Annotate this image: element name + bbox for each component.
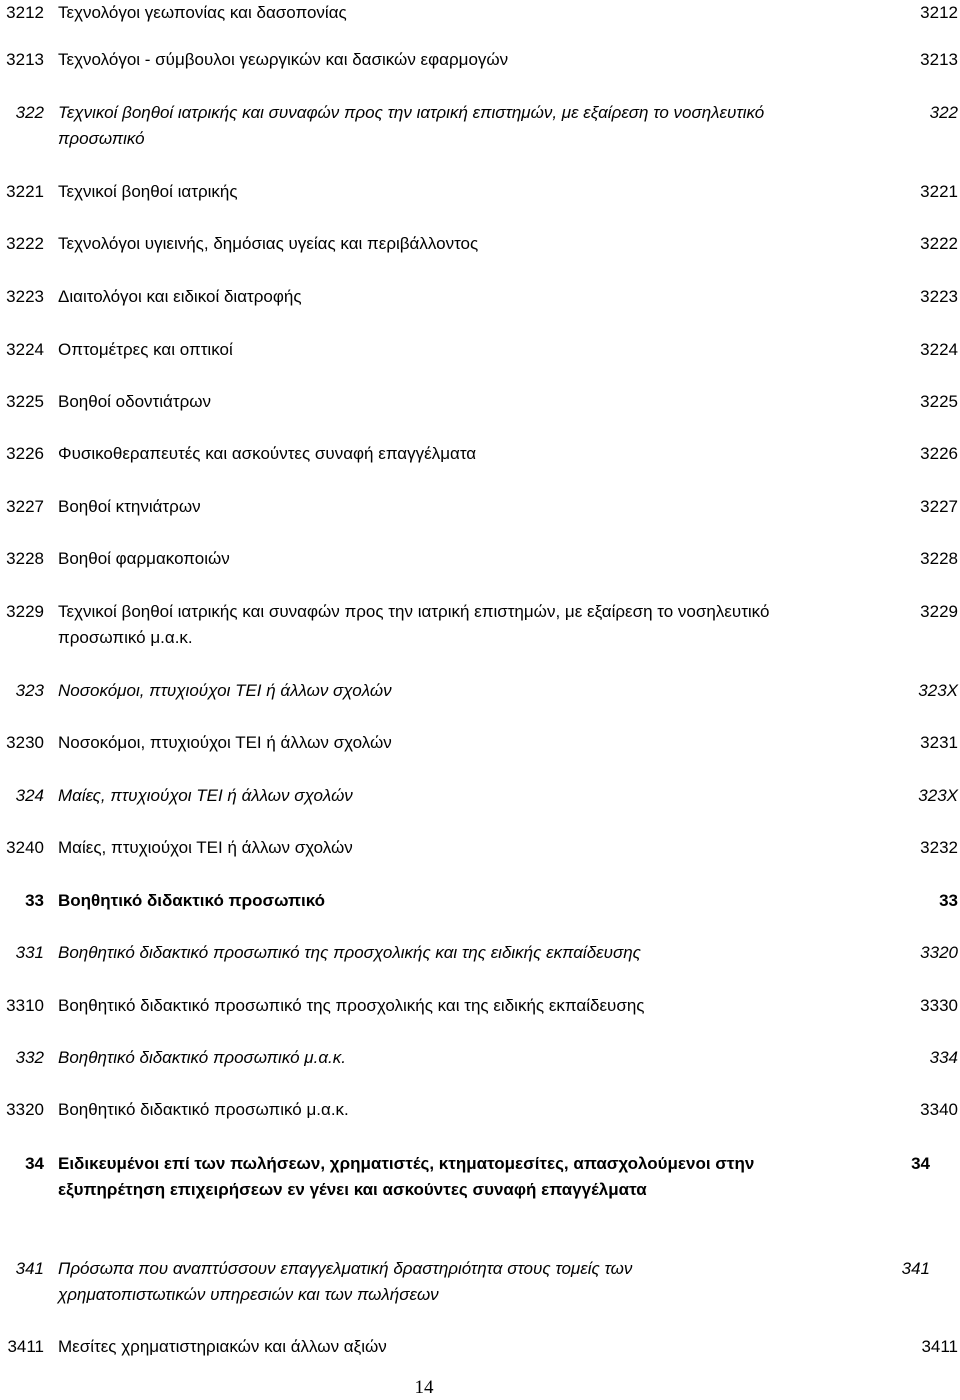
row-code: 323 — [15, 681, 44, 700]
row-code: 3310 — [6, 996, 44, 1015]
row-reference-code: 3232 — [920, 838, 958, 857]
row-reference-code: 323X — [918, 681, 958, 700]
row-code: 3240 — [6, 838, 44, 857]
row-code: 34 — [25, 1154, 44, 1173]
row-reference-code: 3231 — [920, 733, 958, 752]
row-description: Βοηθητικό διδακτικό προσωπικό μ.α.κ. — [58, 1100, 349, 1119]
row-code: 3213 — [6, 50, 44, 69]
row-code: 3411 — [7, 1337, 44, 1356]
row-description: Ειδικευμένοι επί των πωλήσεων, χρηματιστές, κτηματομεσίτες, απασχολούμενοι στην εξυπηρέτηση επιχειρήσεων εν γένει και ασκούντες συναφή επαγγέλματα — [58, 1154, 755, 1199]
row-description: Βοηθοί οδοντιάτρων — [58, 392, 212, 411]
row-code: 3226 — [6, 444, 44, 463]
row-code: 332 — [15, 1048, 44, 1067]
row-code: 341 — [15, 1259, 44, 1278]
row-reference-code: 3226 — [920, 444, 958, 463]
row-code: 3320 — [6, 1100, 44, 1119]
row-reference-code: 3222 — [920, 234, 958, 253]
row-reference-code: 3212 — [920, 3, 958, 22]
row-description: Τεχνικοί βοηθοί ιατρικής — [58, 182, 238, 201]
row-code: 3230 — [6, 733, 44, 752]
row-code: 331 — [15, 943, 44, 962]
row-description: Βοηθητικό διδακτικό προσωπικό της προσχολικής και της ειδικής εκπαίδευσης — [58, 996, 645, 1015]
row-description: Νοσοκόμοι, πτυχιούχοι ΤΕΙ ή άλλων σχολών — [58, 681, 392, 700]
row-reference-code: 3340 — [920, 1100, 958, 1119]
row-code: 3224 — [6, 340, 44, 359]
row-reference-code: 323X — [918, 786, 958, 805]
row-reference-code: 3411 — [921, 1337, 958, 1356]
row-code: 3227 — [6, 497, 44, 516]
row-code: 3221 — [6, 182, 44, 201]
row-reference-code: 3225 — [920, 392, 958, 411]
row-description: Φυσικοθεραπευτές και ασκούντες συναφή επαγγέλματα — [58, 444, 477, 463]
row-code: 3228 — [6, 549, 44, 568]
row-reference-code: 3330 — [920, 996, 958, 1015]
row-code: 3212 — [6, 3, 44, 22]
row-reference-code: 34 — [911, 1154, 930, 1173]
row-description: Βοηθητικό διδακτικό προσωπικό — [58, 891, 326, 910]
row-reference-code: 3229 — [920, 602, 958, 621]
row-description: Τεχνολόγοι - σύμβουλοι γεωργικών και δασικών εφαρμογών — [58, 50, 509, 69]
row-reference-code: 3213 — [920, 50, 958, 69]
row-description: Οπτομέτρες και οπτικοί — [58, 340, 233, 359]
row-description: Διαιτολόγοι και ειδικοί διατροφής — [58, 287, 302, 306]
row-description: Τεχνολόγοι γεωπονίας και δασοπονίας — [58, 3, 347, 22]
row-description: Βοηθοί φαρμακοποιών — [58, 549, 230, 568]
row-description: Βοηθητικό διδακτικό προσωπικό μ.α.κ. — [58, 1048, 346, 1067]
row-reference-code: 322 — [929, 103, 958, 122]
row-description: Βοηθητικό διδακτικό προσωπικό της προσχολικής και της ειδικής εκπαίδευσης — [58, 943, 641, 962]
row-description: Μαίες, πτυχιούχοι ΤΕΙ ή άλλων σχολών — [58, 786, 353, 805]
row-reference-code: 341 — [901, 1259, 930, 1278]
row-description: Νοσοκόμοι, πτυχιούχοι ΤΕΙ ή άλλων σχολών — [58, 733, 392, 752]
row-code: 324 — [15, 786, 44, 805]
row-reference-code: 3228 — [920, 549, 958, 568]
row-code: 3223 — [6, 287, 44, 306]
row-reference-code: 3221 — [920, 182, 958, 201]
row-code: 3225 — [6, 392, 44, 411]
row-description: Τεχνολόγοι υγιεινής, δημόσιας υγείας και περιβάλλοντος — [58, 234, 479, 253]
row-code: 3222 — [6, 234, 44, 253]
row-code: 33 — [25, 891, 44, 910]
row-reference-code: 3223 — [920, 287, 958, 306]
row-reference-code: 33 — [939, 891, 958, 910]
row-reference-code: 3224 — [920, 340, 958, 359]
row-reference-code: 334 — [929, 1048, 958, 1067]
row-description: Πρόσωπα που αναπτύσσουν επαγγελματική δραστηριότητα στους τομείς των χρηματοπιστωτικών υπηρεσιών και των πωλήσεων — [58, 1259, 633, 1304]
row-reference-code: 3227 — [920, 497, 958, 516]
row-description: Βοηθοί κτηνιάτρων — [58, 497, 201, 516]
row-description: Μεσίτες χρηματιστηριακών και άλλων αξιών — [58, 1337, 387, 1356]
row-code: 322 — [15, 103, 44, 122]
page-number: 14 — [414, 1377, 434, 1398]
row-description: Μαίες, πτυχιούχοι ΤΕΙ ή άλλων σχολών — [58, 838, 353, 857]
row-description: Τεχνικοί βοηθοί ιατρικής και συναφών προς την ιατρική επιστημών, με εξαίρεση το νοσηλευτικό προσωπικό μ.α.κ. — [58, 602, 770, 647]
row-description: Τεχνικοί βοηθοί ιατρικής και συναφών προς την ιατρική επιστημών, με εξαίρεση το νοσηλευτικό προσωπικό — [58, 103, 765, 148]
row-reference-code: 3320 — [920, 943, 958, 962]
row-code: 3229 — [6, 602, 44, 621]
